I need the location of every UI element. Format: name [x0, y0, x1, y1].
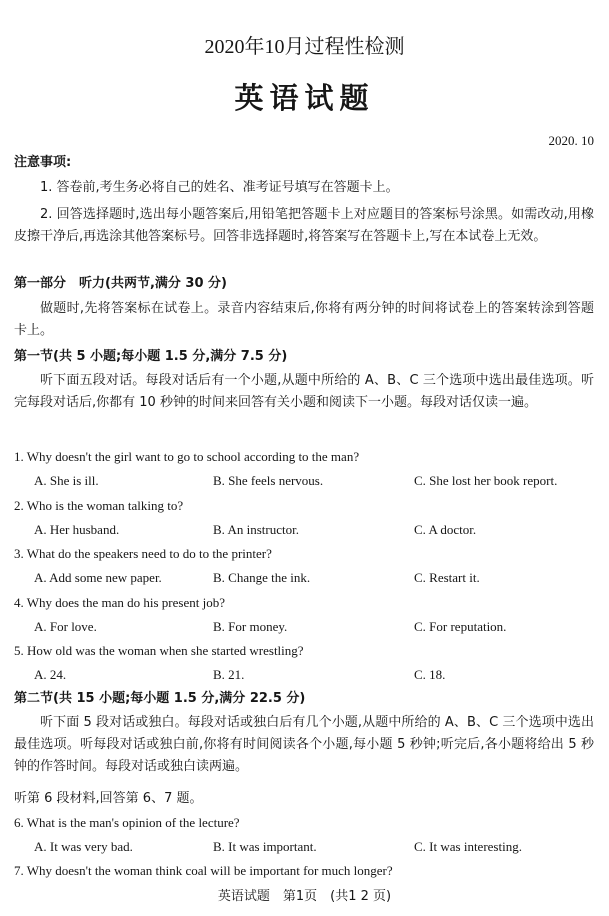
option-a: A. 24.	[34, 667, 67, 682]
option-a: A. Her husband.	[34, 522, 120, 537]
notes-item-2: 2. 回答选择题时,选出每小题答案后,用铅笔把答题卡上对应题目的答案标号涂黑。如需改动,用橡皮擦干净后,再选涂其他答案标号。回答非选择题时,将答案写在答题卡上,写在本试卷上无效。	[14, 207, 594, 244]
option-c: C. She lost her book report.	[414, 473, 558, 488]
option-b: B. An instructor.	[213, 522, 299, 537]
option-b: B. For money.	[213, 619, 288, 634]
question-stem: 3. What do the speakers need to do to the printer?	[14, 546, 272, 561]
part1-instruction: 做题时,先将答案标在试卷上。录音内容结束后,你将有两分钟的时间将试卷上的答案转涂到答题卡上。	[14, 301, 594, 338]
option-c: C. It was interesting.	[414, 839, 522, 854]
option-c: C. A doctor.	[414, 522, 477, 537]
exam-date: 2020. 10	[548, 133, 594, 148]
question-stem: 1. Why doesn't the girl want to go to school according to the man?	[14, 449, 360, 464]
option-a: A. She is ill.	[34, 473, 99, 488]
question-stem: 2. Who is the woman talking to?	[14, 498, 184, 513]
option-c: C. For reputation.	[414, 619, 507, 634]
notes-item-1: 1. 答卷前,考生务必将自己的姓名、准考证号填写在答题卡上。	[40, 180, 399, 195]
material-6-note: 听第 6 段材料,回答第 6、7 题。	[14, 791, 203, 806]
question-stem: 6. What is the man's opinion of the lecture?	[14, 815, 240, 830]
question-stem: 5. How old was the woman when she started wrestling?	[14, 643, 304, 658]
option-b: B. Change the ink.	[213, 570, 311, 585]
option-b: B. It was important.	[213, 839, 317, 854]
option-a: A. For love.	[34, 619, 97, 634]
option-c: C. Restart it.	[414, 570, 480, 585]
option-b: B. 21.	[213, 667, 245, 682]
page-footer: 英语试题 第1页 (共1 2 页)	[217, 889, 392, 904]
question-stem: 7. Why doesn't the woman think coal will be important for much longer?	[14, 863, 393, 878]
exam-title: 2020年10月过程性检测	[204, 36, 405, 58]
option-a: A. It was very bad.	[34, 839, 133, 854]
subject-title: 英语试题	[234, 81, 375, 115]
option-b: B. She feels nervous.	[213, 473, 324, 488]
section1-heading: 第一节(共 5 小题;每小题 1.5 分,满分 7.5 分)	[14, 349, 288, 364]
section2-heading: 第二节(共 15 小题;每小题 1.5 分,满分 22.5 分)	[14, 691, 306, 706]
section1-instruction: 听下面五段对话。每段对话后有一个小题,从题中所给的 A、B、C 三个选项中选出最佳选项。听完每段对话后,你都有 10 秒钟的时间来回答有关小题和阅读下一小题。每段对话仅读一遍。	[14, 373, 594, 410]
part1-heading: 第一部分 听力(共两节,满分 30 分)	[14, 276, 227, 291]
section2-instruction: 听下面 5 段对话或独白。每段对话或独白后有几个小题,从题中所给的 A、B、C 三个选项中选出最佳选项。听每段对话或独白前,你将有时间阅读各个小题,每小题 5 秒钟;听完后,各小题将给出 5 秒钟的作答时间。每段对话或独白读两遍。	[14, 715, 594, 774]
notes-heading: 注意事项:	[14, 155, 72, 170]
option-c: C. 18.	[414, 667, 446, 682]
question-stem: 4. Why does the man do his present job?	[14, 595, 225, 610]
option-a: A. Add some new paper.	[34, 570, 162, 585]
